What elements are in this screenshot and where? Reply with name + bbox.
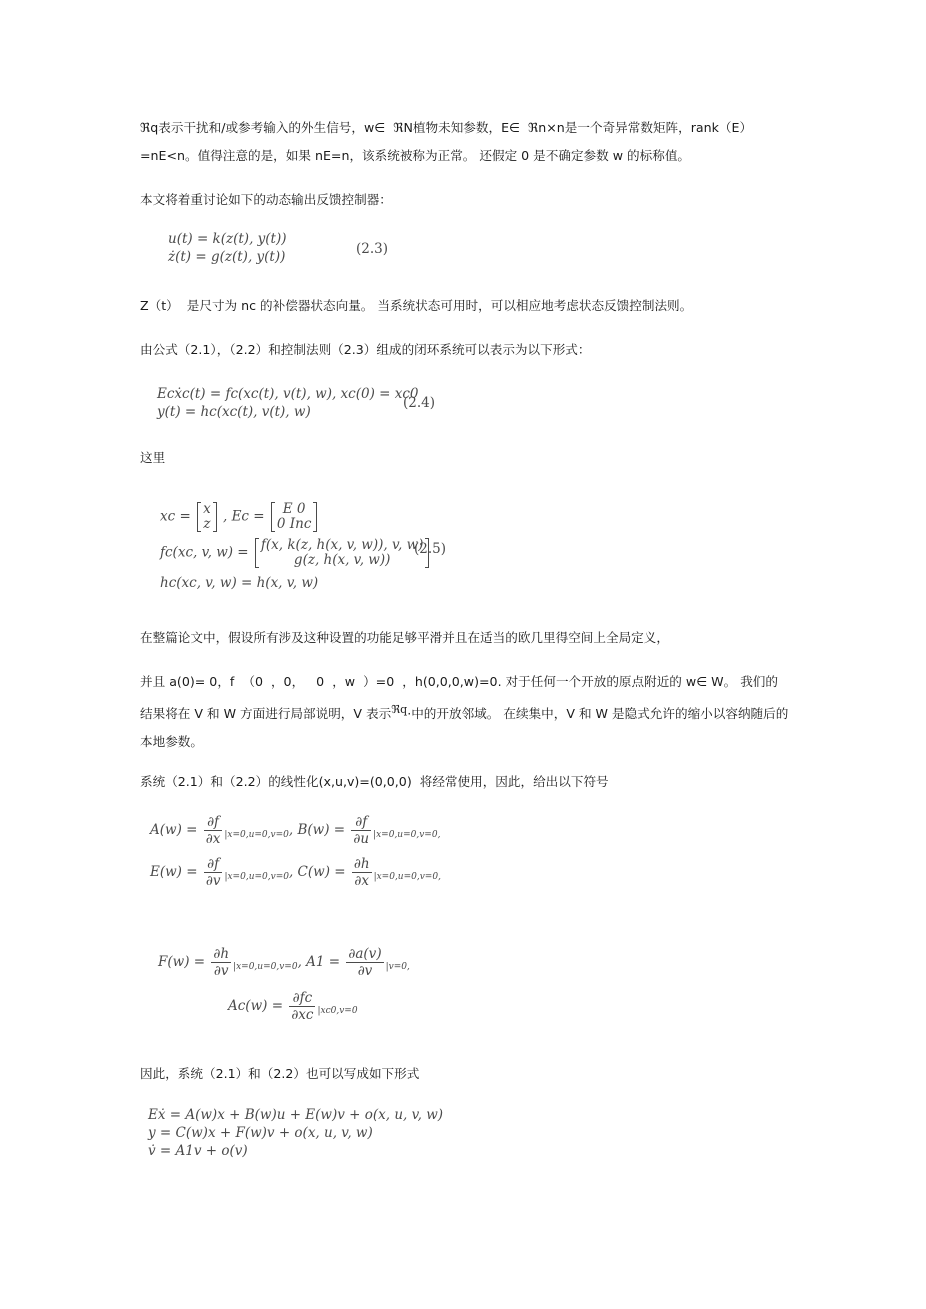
fraction-dfc-dxc: $\frac{\partial fc}{\partial xc}$ — [291, 990, 314, 1023]
equation-linearization-1 — [150, 814, 470, 898]
paragraph-smoothness-assumption: 在整篇论文中，假设所有涉及这种设置的功能足够平滑并且在适当的欧几里得空间上全局定义， — [140, 630, 669, 645]
paragraph-local-results: 并且 a(0)= 0，f （0 ，0， 0 ，w ）=0 ，h(0,0,0,w)=0. 对于任何一个开放的原点附近的 w∈ W。 我们的结果将在 V 和 W 方面进行局部说明，V 表示ℜq·中的开放邻域。 在续集中，V 和 W 是隐式允许的缩小以容纳随后的本地参数。 — [140, 674, 789, 749]
equation-linearization-1-row-2: E(w) = $\frac{\partial f}{\partial v}$ $_{|x=0,u=0,v=0}$, C(w) = $\frac{\partial h}{\partial x}$ $_{|x=0,u=0,v=0,}$ — [150, 856, 441, 889]
equation-2-3-line-1: u(t) = k(z(t), y(t)) — [168, 231, 287, 247]
paragraph-closed-loop: 由公式（2.1），（2.2）和控制法则（2.3）组成的闭环系统可以表示为以下形式： — [140, 342, 591, 357]
paragraph-compensator-state: Z（t） 是尺寸为 nc 的补偿器状态向量。 当系统状态可用时，可以相应地考虑状态反馈控制法则。 — [140, 298, 693, 313]
fraction-df-dx: $\frac{\partial f}{\partial x}$ — [205, 814, 221, 847]
equation-final-line-2: y = C(w)x + F(w)v + o(x, u, v, w) — [148, 1125, 373, 1141]
matrix-fc: f(x, k(z, h(x, v, w)), v, w) g(z, h(x, v, w)) — [255, 538, 429, 568]
equation-linearization-2-row-2: Ac(w) = $\frac{\partial fc}{\partial xc}$ $_{|xc0,v=0}$ — [228, 990, 358, 1023]
equation-2-5-row-1 — [160, 502, 460, 538]
fraction-dh-dx: $\frac{\partial h}{\partial x}$ — [353, 856, 370, 889]
paragraph-linearization: 系统（2.1）和（2.2）的线性化(x,u,v)=(0,0,0) 将经常使用，因此，给出以下符号 — [140, 774, 609, 789]
equation-final-line-3: v̇ = A1v + o(v) — [148, 1143, 248, 1159]
equation-2-4-line-2: y(t) = hc(xc(t), v(t), w) — [157, 404, 311, 420]
equation-final-line-1: Eẋ = A(w)x + B(w)u + E(w)v + o(x, u, v, w) — [148, 1107, 444, 1123]
equation-2-4 — [157, 385, 447, 425]
ec-label: , Ec = — [223, 508, 265, 525]
equation-2-4-line-1: Ecẋc(t) = fc(xc(t), v(t), w), xc(0) = xc0 — [157, 386, 419, 402]
equation-2-5 — [160, 502, 460, 592]
paragraph-rewritten-form: 因此，系统（2.1）和（2.2）也可以写成如下形式 — [140, 1066, 420, 1081]
equation-linearization-1-row-1: A(w) = $\frac{\partial f}{\partial x}$ $_{|x=0,u=0,v=0}$, B(w) = $\frac{\partial f}{\partial u}$ $_{|x=0,u=0,v=0,}$ — [150, 814, 441, 847]
paragraph-here: 这里 — [140, 450, 166, 465]
equation-number-2-4: (2.4) — [403, 395, 436, 411]
equation-2-3 — [168, 230, 398, 270]
fraction-da-dv: $\frac{\partial a(v)}{\partial v}$ — [348, 946, 382, 979]
equation-linearization-2-row-1: F(w) = $\frac{\partial h}{\partial v}$ $_{|x=0,u=0,v=0}$, A1 = $\frac{\partial a(v)}{\partial v}$ $_{|v=0,}$ — [158, 946, 410, 979]
fraction-dh-dv: $\frac{\partial h}{\partial v}$ — [213, 946, 230, 979]
fraction-df-dv: $\frac{\partial f}{\partial v}$ — [205, 856, 221, 889]
fc-label: fc(xc, v, w) = — [160, 544, 249, 561]
equation-final-system — [148, 1106, 448, 1164]
fraction-df-du: $\frac{\partial f}{\partial u}$ — [353, 814, 370, 847]
equation-2-5-row-3: hc(xc, v, w) = h(x, v, w) — [160, 575, 319, 591]
matrix-xc: x z — [197, 502, 217, 532]
equation-linearization-2 — [158, 946, 458, 1036]
xc-label: xc = — [160, 508, 191, 525]
paragraph-controller-intro: 本文将着重讨论如下的动态输出反馈控制器： — [140, 192, 392, 207]
matrix-ec: E 0 0 Inc — [271, 502, 317, 532]
equation-2-3-line-2: ż(t) = g(z(t), y(t)) — [168, 249, 286, 265]
paragraph-exogenous-signal: ℜq表示干扰和/或参考输入的外生信号，w∈ ℜN植物未知参数，E∈ ℜn×n是一个奇异常数矩阵，rank（E）=nE<n。值得注意的是，如果 nE=n，该系统被称为正常。 还假定 0 是不确定参数 w 的标称值。 — [140, 120, 753, 163]
equation-number-2-3: (2.3) — [356, 241, 389, 257]
equation-number-2-5: (2.5) — [414, 541, 447, 557]
real-q-symbol: ℜq — [391, 703, 408, 716]
